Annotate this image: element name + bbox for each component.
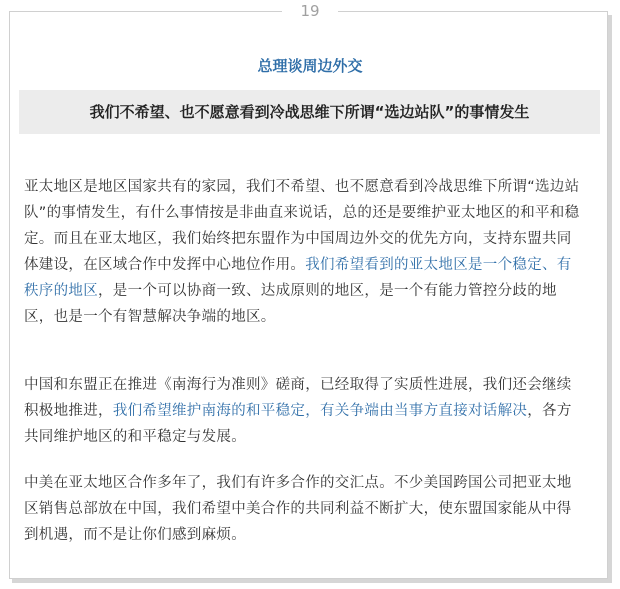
page-number: 19 (282, 0, 338, 22)
paragraph-2-text: 中国和东盟正在推进《南海行为准则》磋商，已经取得了实质性进展，我们还会继续积极地推进， (24, 377, 572, 419)
paragraph-2-highlight: 我们希望维护南海的和平稳定，有关争端由当事方直接对话解决 (112, 403, 528, 419)
paragraph-1-text-end: ，是一个可以协商一致、达成原则的地区，是一个有能力管控分歧的地区，也是一个有智慧解决争端的地区。 (24, 283, 557, 325)
section-title: 总理谈周边外交 (257, 57, 363, 75)
paragraph-2 (24, 372, 584, 450)
paragraph-3-text: 中美在亚太地区合作多年了，我们有许多合作的交汇点。不少美国跨国公司把亚太地区销售总部放在中国，我们希望中美合作的共同利益不断扩大，使东盟国家能从中得到机遇，而不是让你们感到麻烦。 (24, 475, 572, 543)
paragraph-2-text-end: ，各方共同维护地区的和平稳定与发展。 (24, 403, 572, 445)
paragraph-3 (24, 470, 584, 548)
paragraph-1-text: 亚太地区是地区国家共有的家园，我们不希望、也不愿意看到冷战思维下所谓“选边站队”的事情发生，有什么事情按是非曲直来说话，总的还是要维护亚太地区的和平和稳定。而且在亚太地区，我们始终把东盟作为中国周边外交的优先方向，支持东盟共同体建设，在区域合作中发挥中心地位作用。 (24, 179, 580, 273)
headline-text: 我们不希望、也不愿意看到冷战思维下所谓“选边站队”的事情发生 (89, 103, 530, 121)
headline-box (19, 90, 600, 134)
paragraph-1-highlight: 我们希望看到的亚太地区是一个稳定、有秩序的地区 (24, 257, 572, 299)
paragraph-1 (24, 174, 584, 330)
